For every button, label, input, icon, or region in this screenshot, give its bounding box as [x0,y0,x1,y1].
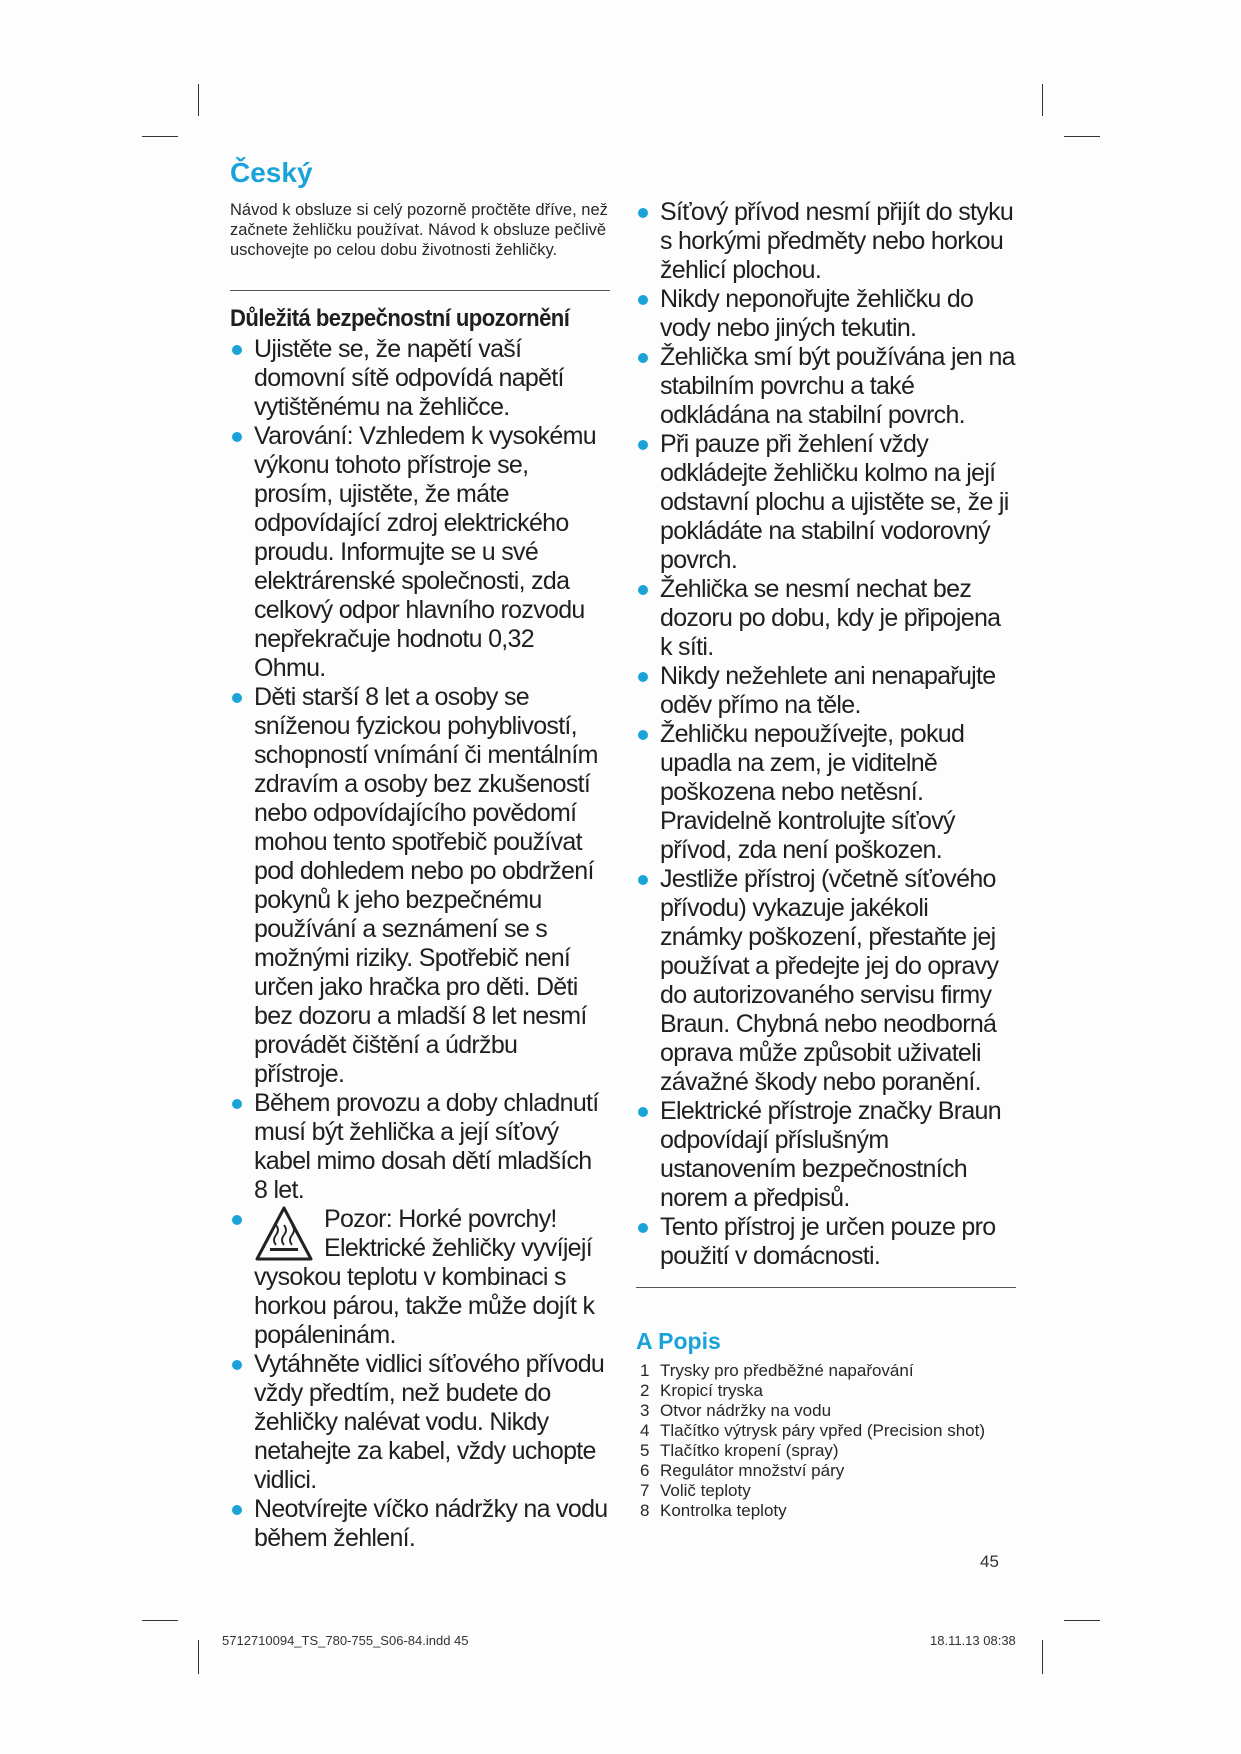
safety-list [230,335,610,1553]
left-column [230,156,610,1553]
parts-item: 3 Otvor nádržky na vodu [640,1401,832,1420]
section-divider [636,1287,1016,1288]
description-heading: A Popis [636,1328,721,1354]
bullet-dot-icon [638,1107,648,1117]
list-item: Žehlička smí být používána jen na stabilním povrchu a také odkládána na stabilní povrch. [636,343,1016,430]
bullet-dot-icon [232,1360,242,1370]
list-item: Jestliže přístroj (včetně síťového přívodu) vykazuje jakékoli známky poškození, přestaňte jej používat a předejte jej do opravy do autorizovaného servisu firmy Braun. Chybná nebo neodborná oprava může způsobit uživateli závažné škody nebo poranění. [636,865,1016,1097]
crop-mark [1042,84,1043,116]
parts-item: 8 Kontrolka teploty [640,1501,787,1520]
list-item: Žehlička se nesmí nechat bez dozoru po dobu, kdy je připojena k síti. [636,575,1016,662]
list-item: Nikdy neponořujte žehličku do vody nebo jiných tekutin. [636,285,1016,343]
crop-mark [1064,136,1100,137]
section-divider [230,290,610,291]
bullet-dot-icon [638,875,648,885]
list-item: Nikdy nežehlete ani nenapařujte oděv přímo na těle. [636,662,1016,720]
list-item: Neotvírejte víčko nádržky na vodu během žehlení. [230,1495,610,1553]
parts-item: 6 Regulátor množství páry [640,1461,845,1480]
page-number: 45 [980,1552,999,1571]
crop-mark [142,136,178,137]
crop-mark [198,84,199,116]
hot-surface-warning-icon [254,1205,314,1263]
crop-mark [198,1640,199,1674]
crop-mark [1064,1620,1100,1621]
parts-item: 5 Tlačítko kropení (spray) [640,1441,839,1460]
list-item: Síťový přívod nesmí přijít do styku s horkými předměty nebo horkou žehlicí plochou. [636,198,1016,285]
safety-list-continued [636,198,1016,1271]
list-item: Varování: Vzhledem k vysokému výkonu tohoto přístroje se, prosím, ujistěte, že máte odpovídající zdroj elektrického proudu. Informujte se u své elektrárenské společnosti, zda celkový odpor hlavního rozvodu nepřekračuje hodnotu 0,32 Ohmu. [230,422,610,683]
footer-date: 18.11.13 08:38 [930,1633,1016,1648]
warning-item [230,1205,610,1350]
parts-item: 7 Volič teploty [640,1481,751,1500]
bullet-dot-icon [638,585,648,595]
footer-file: 5712710094_TS_780-755_S06-84.indd 45 [222,1633,469,1648]
bullet-dot-icon [638,440,648,450]
bullet-dot-icon [638,730,648,740]
safety-heading: Důležitá bezpečnostní upozornění [230,304,570,332]
list-item: Při pauze při žehlení vždy odkládejte žehličku kolmo na její odstavní plochu a ujistěte se, že ji pokládáte na stabilní vodorovný povrch. [636,430,1016,575]
list-item: Ujistěte se, že napětí vaší domovní sítě odpovídá napětí vytištěnému na žehličce. [230,335,610,422]
bullet-dot-icon [232,432,242,442]
parts-item: 1 Trysky pro předběžné napařování [640,1361,914,1380]
list-item: Během provozu a doby chladnutí musí být žehlička a její síťový kabel mimo dosah dětí mladších 8 let. [230,1089,610,1205]
warning-rest: vysokou teplotu v kombinaci s horkou párou, takže může dojít k popáleninám. [254,1262,595,1349]
bullet-dot-icon [638,353,648,363]
page-title: Český [230,157,313,188]
list-item: Tento přístroj je určen pouze pro použití v domácnosti. [636,1213,1016,1271]
parts-item: 4 Tlačítko výtrysk páry vpřed (Precision shot) [640,1421,985,1440]
bullet-dot-icon [638,672,648,682]
crop-mark [142,1620,178,1621]
bullet-dot-icon [232,693,242,703]
list-item: Žehličku nepoužívejte, pokud upadla na zem, je viditelně poškozena nebo netěsní. Pravidelně kontrolujte síťový přívod, zda není poškozen. [636,720,1016,865]
bullet-dot-icon [232,1099,242,1109]
parts-item: 2 Kropicí tryska [640,1381,763,1400]
bullet-dot-icon [638,1223,648,1233]
bullet-dot-icon [232,345,242,355]
list-item: Vytáhněte vidlici síťového přívodu vždy předtím, než budete do žehličky nalévat vodu. Nikdy netahejte za kabel, vždy uchopte vidlici. [230,1350,610,1495]
bullet-dot-icon [232,1215,242,1225]
warning-caution: Pozor: Horké povrchy! [324,1204,557,1233]
intro-paragraph: Návod k obsluze si celý pozorně pročtěte dříve, než začnete žehličku používat. Návod k obsluze pečlivě uschovejte po celou dobu životnosti žehličky. [230,200,608,259]
crop-mark [1042,1640,1043,1674]
warning-line: Elektrické žehličky vyvíjejí [324,1233,592,1262]
bullet-dot-icon [232,1505,242,1515]
bullet-dot-icon [638,208,648,218]
parts-list [636,1361,1016,1521]
right-column [636,198,1016,1521]
list-item: Děti starší 8 let a osoby se sníženou fyzickou pohyblivostí, schopností vnímání či mentálním zdravím a osoby bez zkušeností nebo odpovídajícího povědomí mohou tento spotřebič používat pod dohledem nebo po obdržení pokynů k jeho bezpečnému používání a seznámení se s možnými riziky. Spotřebič není určen jako hračka pro děti. Děti bez dozoru a mladší 8 let nesmí provádět čištění a údržbu přístroje. [230,683,610,1089]
list-item: Elektrické přístroje značky Braun odpovídají příslušným ustanovením bezpečnostních norem a předpisů. [636,1097,1016,1213]
bullet-dot-icon [638,295,648,305]
